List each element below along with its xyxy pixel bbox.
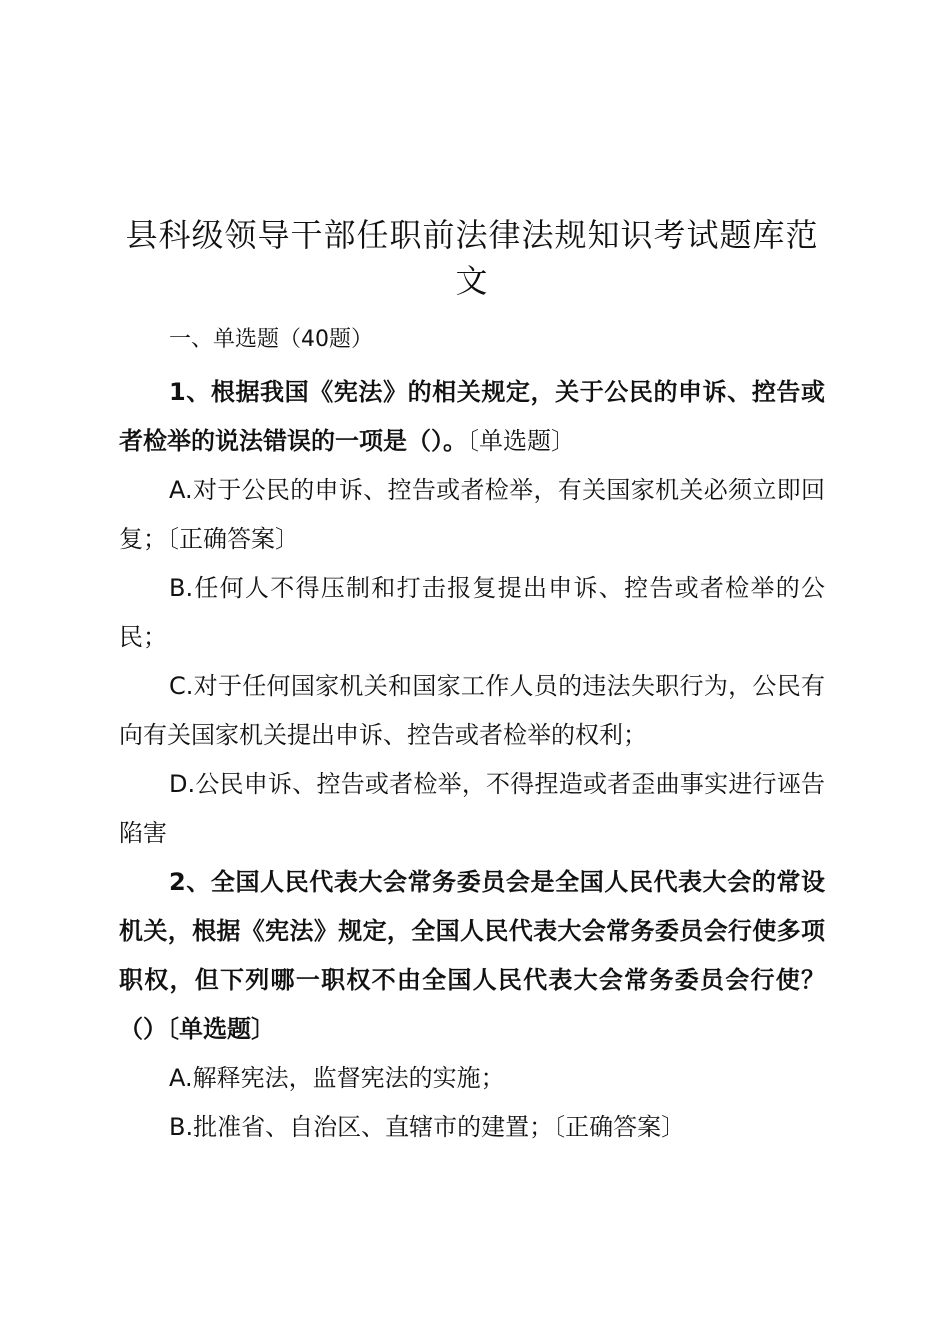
question-2-text: 2、全国人民代表大会常务委员会是全国人民代表大会的常设机关，根据《宪法》规定，全国人民代表大会常务委员会行使多项职权，但下列哪一职权不由全国人民代表大会常务委员会行使？（） [119, 868, 825, 1043]
question-1-stem [119, 368, 825, 466]
question-2-stem [119, 858, 825, 1054]
question-2-type-tag: 〔单选题〕 [167, 1015, 275, 1043]
question-1-text: 1、根据我国《宪法》的相关规定，关于公民的申诉、控告或者检举的说法错误的一项是（）。 [119, 378, 825, 455]
question-1-option-b: B.任何人不得压制和打击报复提出申诉、控告或者检举的公民； [119, 574, 825, 651]
document-title: 县科级领导干部任职前法律法规知识考试题库范文 [125, 216, 819, 300]
question-2-option-b: B.批准省、自治区、直辖市的建置；〔正确答案〕 [169, 1113, 686, 1141]
section-heading: 一、单选题（40题） [169, 327, 373, 352]
question-1-option-c: C.对于任何国家机关和国家工作人员的违法失职行为，公民有向有关国家机关提出申诉、控告或者检举的权利； [119, 672, 825, 749]
question-2-option-a: A.解释宪法，监督宪法的实施； [169, 1064, 505, 1092]
document-body [119, 212, 825, 1152]
question-1-type-tag: 〔单选题〕 [467, 427, 575, 455]
question-1-option-a: A.对于公民的申诉、控告或者检举，有关国家机关必须立即回复；〔正确答案〕 [119, 476, 825, 553]
question-1-option-d: D.公民申诉、控告或者检举，不得捏造或者歪曲事实进行诬告陷害 [119, 770, 825, 847]
